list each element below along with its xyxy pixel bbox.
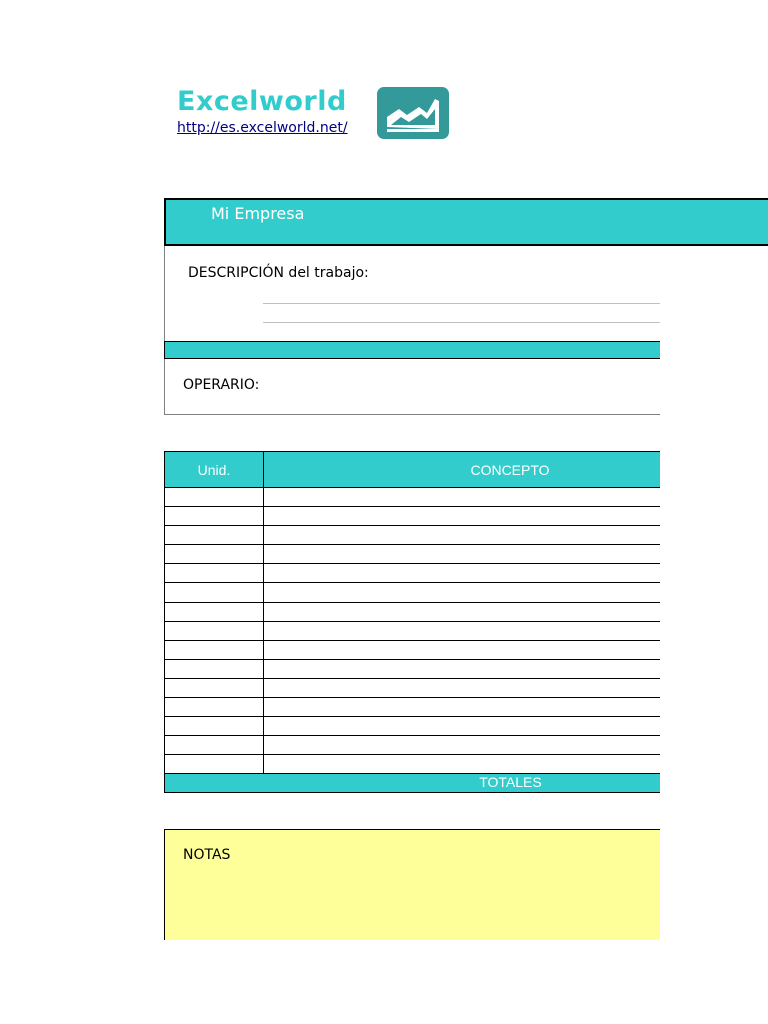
description-label: DESCRIPCIÓN del trabajo: bbox=[188, 265, 369, 281]
unid-cell[interactable] bbox=[165, 488, 264, 506]
unid-cell[interactable] bbox=[165, 679, 264, 697]
unid-cell[interactable] bbox=[165, 526, 264, 544]
concepto-cell[interactable] bbox=[264, 660, 660, 678]
table-row bbox=[164, 564, 660, 583]
column-header-concepto: CONCEPTO bbox=[470, 461, 550, 478]
concepto-cell[interactable] bbox=[264, 698, 660, 716]
unid-cell[interactable] bbox=[165, 507, 264, 525]
unid-cell[interactable] bbox=[165, 641, 264, 659]
unid-cell[interactable] bbox=[165, 660, 264, 678]
table-row bbox=[164, 488, 660, 507]
description-section bbox=[164, 246, 768, 342]
table-row bbox=[164, 583, 660, 602]
unid-cell[interactable] bbox=[165, 755, 264, 773]
description-input-line[interactable] bbox=[263, 303, 660, 304]
table-row bbox=[164, 507, 660, 526]
area-chart-icon bbox=[377, 87, 449, 139]
notes-section[interactable] bbox=[164, 829, 660, 940]
unid-cell[interactable] bbox=[165, 603, 264, 621]
concepto-cell[interactable] bbox=[264, 679, 660, 697]
concepto-cell[interactable] bbox=[264, 583, 660, 601]
concepto-cell[interactable] bbox=[264, 717, 660, 735]
unid-cell[interactable] bbox=[165, 583, 264, 601]
table-row bbox=[164, 641, 660, 660]
unid-cell[interactable] bbox=[165, 698, 264, 716]
unid-cell[interactable] bbox=[165, 622, 264, 640]
table-row bbox=[164, 736, 660, 755]
concepto-cell[interactable] bbox=[264, 755, 660, 773]
operator-label: OPERARIO: bbox=[183, 377, 260, 393]
table-row bbox=[164, 545, 660, 564]
concepto-cell[interactable] bbox=[264, 736, 660, 754]
concepto-cell[interactable] bbox=[264, 564, 660, 582]
table-row bbox=[164, 679, 660, 698]
unid-cell[interactable] bbox=[165, 545, 264, 563]
unid-cell[interactable] bbox=[165, 717, 264, 735]
table-row bbox=[164, 603, 660, 622]
table-row bbox=[164, 755, 660, 774]
concepto-cell[interactable] bbox=[264, 526, 660, 544]
concepto-cell[interactable] bbox=[264, 545, 660, 563]
concepto-cell[interactable] bbox=[264, 507, 660, 525]
items-table bbox=[164, 451, 660, 793]
table-row bbox=[164, 717, 660, 736]
concepto-cell[interactable] bbox=[264, 488, 660, 506]
concepto-cell[interactable] bbox=[264, 641, 660, 659]
table-row bbox=[164, 660, 660, 679]
brand-title: Excelworld bbox=[177, 86, 347, 117]
table-body bbox=[164, 488, 660, 774]
table-row bbox=[164, 698, 660, 717]
notes-label: NOTAS bbox=[183, 847, 231, 863]
unid-cell[interactable] bbox=[165, 564, 264, 582]
unid-cell[interactable] bbox=[165, 736, 264, 754]
brand-url-link[interactable]: http://es.excelworld.net/ bbox=[177, 120, 348, 136]
description-input-line[interactable] bbox=[263, 322, 660, 323]
company-header-bar bbox=[164, 198, 768, 246]
column-header-unid: Unid. bbox=[165, 452, 264, 487]
table-row bbox=[164, 622, 660, 641]
concepto-cell[interactable] bbox=[264, 622, 660, 640]
company-name[interactable]: Mi Empresa bbox=[211, 204, 305, 223]
table-row bbox=[164, 526, 660, 545]
totals-row: TOTALES bbox=[164, 774, 660, 793]
table-header bbox=[164, 451, 660, 488]
section-divider bbox=[164, 341, 660, 359]
concepto-cell[interactable] bbox=[264, 603, 660, 621]
